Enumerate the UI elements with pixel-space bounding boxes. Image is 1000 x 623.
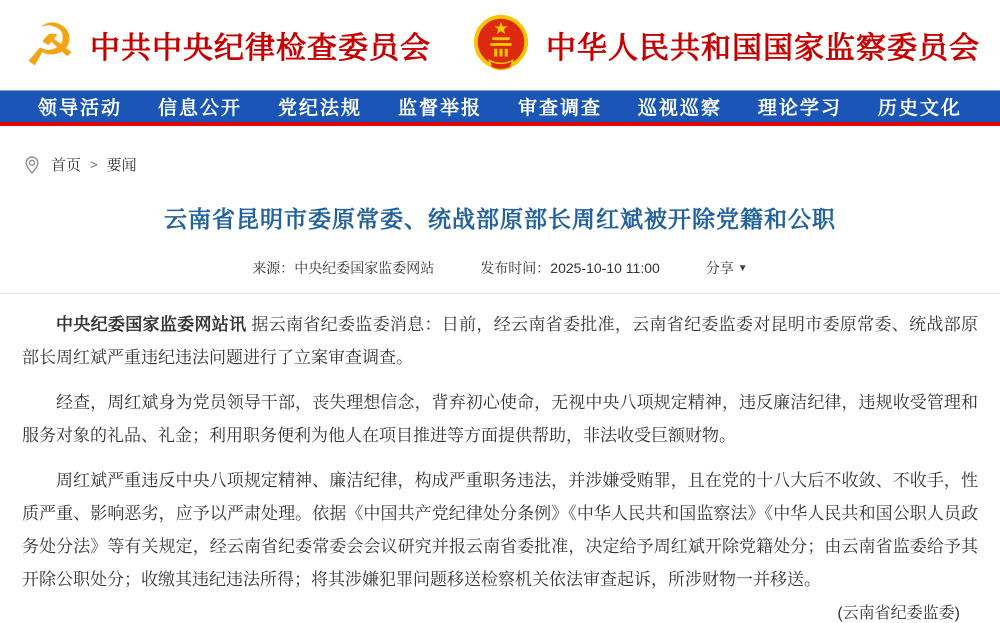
nsc-org-title: 中华人民共和国国家监察委员会 xyxy=(546,32,980,65)
paragraph-3: 周红斌严重违反中央八项规定精神、廉洁纪律，构成严重职务违法，并涉嫌受贿罪，且在党的十八大后不收敛、不收手，性质严重、影响恶劣，应予以严肃处理。依据《中国共产党纪律处分条例》《中华人民共和国监察法》《中华人民共和国公职人员政务处分法》等有关规定，经云南省纪委常委会会议研究并报云南省委批准，决定给予周红斌开除党籍处分；由云南省监委给予其开除公职处分；收缴其违纪违法所得；将其涉嫌犯罪问题移送检察机关依法审查起诉，所涉财物一并移送。 xyxy=(22,471,978,589)
breadcrumb-separator: > xyxy=(90,157,98,172)
ccdi-org-block[interactable] xyxy=(24,11,431,79)
ccdi-org-title: 中共中央纪律检查委员会 xyxy=(90,32,431,65)
article-body xyxy=(0,308,1000,596)
time-value: 2025-10-10 11:00 xyxy=(550,260,660,276)
nav-item-review-investigation[interactable]: 审查调查 xyxy=(517,98,602,119)
nav-item-inspection-tours[interactable]: 巡视巡察 xyxy=(637,98,722,119)
source-value: 中央纪委国家监委网站 xyxy=(294,260,435,276)
paragraph-1 xyxy=(22,308,978,374)
article-meta xyxy=(0,258,1000,294)
article-title: 云南省昆明市委原常委、统战部原部长周红斌被开除党籍和公职 xyxy=(164,206,836,232)
location-pin-icon xyxy=(22,155,42,175)
source-label: 来源： xyxy=(252,260,295,276)
article-publish-time xyxy=(480,258,660,278)
paragraph-2: 经查，周红斌身为党员领导干部，丧失理想信念，背弃初心使命，无视中央八项规定精神，违反廉洁纪律，违规收受管理和服务对象的礼品、礼金；利用职务便利为他人在项目推进等方面提供帮助，非法收受巨额财物。 xyxy=(22,393,978,445)
article-source xyxy=(252,258,434,278)
site-header xyxy=(0,0,1000,90)
national-emblem-icon xyxy=(470,12,532,79)
main-nav xyxy=(0,90,1000,126)
paragraph-1-lead: 中央纪委国家监委网站讯 xyxy=(56,315,247,334)
nsc-org-block[interactable] xyxy=(470,12,980,79)
share-button[interactable] xyxy=(706,258,748,278)
breadcrumb-section-link[interactable]: 要闻 xyxy=(106,157,137,174)
nav-item-leader-activities[interactable]: 领导活动 xyxy=(38,98,123,119)
nav-item-theory-study[interactable]: 理论学习 xyxy=(757,98,842,119)
nav-item-party-discipline[interactable]: 党纪法规 xyxy=(277,98,362,119)
paragraph-1-text: 据云南省纪委监委消息：日前，经云南省委批准，云南省纪委监委对昆明市委原常委、统战部原部长周红斌严重违纪违法问题进行了立案审查调查。 xyxy=(22,315,979,367)
breadcrumb xyxy=(22,154,1000,175)
article-byline: (云南省纪委监委) xyxy=(837,605,960,622)
nav-item-info-disclosure[interactable]: 信息公开 xyxy=(157,98,242,119)
caret-down-icon: ▼ xyxy=(737,262,748,274)
time-label: 发布时间： xyxy=(480,260,551,276)
nav-item-supervision-report[interactable]: 监督举报 xyxy=(397,98,482,119)
nav-item-history-culture[interactable]: 历史文化 xyxy=(877,98,962,119)
share-label: 分享 xyxy=(705,260,734,276)
breadcrumb-home-link[interactable]: 首页 xyxy=(51,157,82,174)
hammer-sickle-icon: ☭ xyxy=(24,11,76,79)
